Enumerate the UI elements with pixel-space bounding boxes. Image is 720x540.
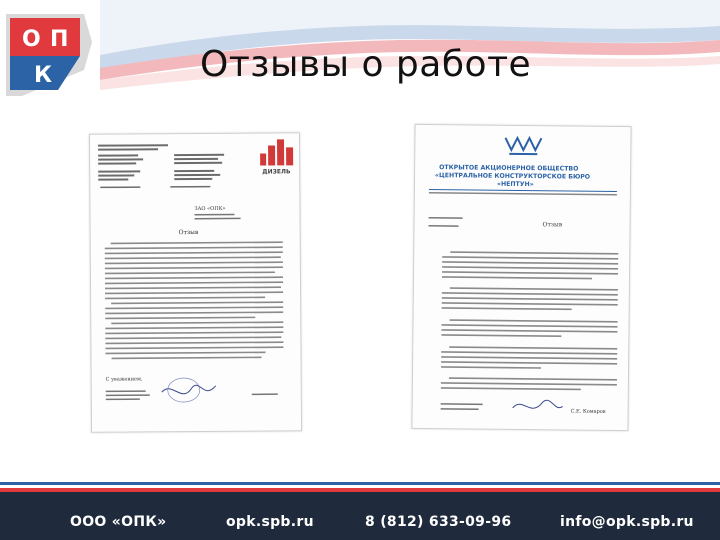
letter-left-signature xyxy=(162,385,216,394)
letter-right-company-2: «ЦЕНТРАЛЬНОЕ КОНСТРУКТОРСКОЕ БЮРО xyxy=(435,172,591,181)
letter-left-body xyxy=(105,241,284,359)
letter-left-addressee: ЗАО «ОПК» xyxy=(194,205,226,213)
review-letter-left xyxy=(89,132,302,432)
neptun-logo-mark xyxy=(505,138,541,154)
footer-email-link[interactable]: info@opk.spb.ru xyxy=(560,514,694,530)
review-letter-right xyxy=(411,124,631,431)
dizel-logo-mark xyxy=(260,139,293,165)
logo-letter-p: П xyxy=(50,27,69,52)
letter-right-heading: Отзыв xyxy=(542,221,563,229)
slide-title: Отзывы о работе xyxy=(200,44,532,85)
letter-right-body xyxy=(441,251,618,390)
letter-right-signer: С.Е. Комаров xyxy=(570,408,606,415)
footer-stripes xyxy=(0,482,720,492)
dizel-brand-text: ДИЗЕЛЬ xyxy=(262,168,291,176)
letter-right-company-3: «НЕПТУН» xyxy=(496,180,534,189)
letter-left-signoff: С уважением, xyxy=(105,376,143,383)
letter-right-signature xyxy=(513,400,563,409)
letter-right-company-1: ОТКРЫТОЕ АКЦИОНЕРНОЕ ОБЩЕСТВО xyxy=(439,164,579,173)
logo-letter-k: К xyxy=(34,63,52,88)
footer-company: ООО «ОПК» xyxy=(70,514,167,530)
letter-left-heading: Отзыв xyxy=(178,228,199,237)
footer-website-link[interactable]: opk.spb.ru xyxy=(226,514,314,530)
logo-letter-o: О xyxy=(22,27,41,52)
footer-phone: 8 (812) 633-09-96 xyxy=(365,514,512,530)
opk-logo xyxy=(0,0,100,100)
